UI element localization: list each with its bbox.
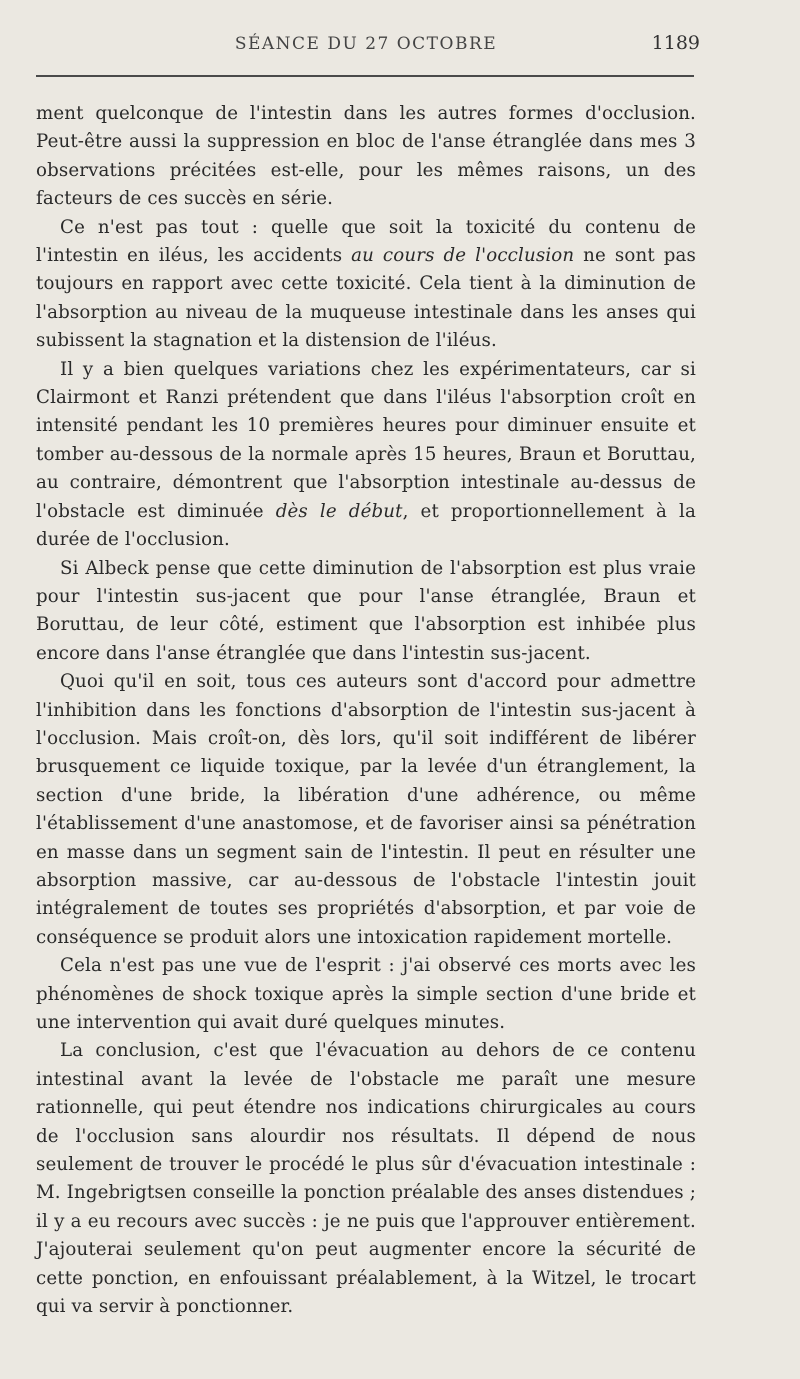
paragraph-text: La conclusion, c'est que l'évacuation au dehors de ce contenu intestinal avant la levée de l'obstacle me paraît une mesure rationnelle, qui peut étendre nos indications chirurgicales au cours de l'occlusion sans alourdir nos résultats. Il dépend de nous seulement de trouver le procédé le plus sûr d'évacuation intestinale : M. Ingebrigtsen conseille la ponction préalable des anses distendues ; il y a eu recours avec succès : je ne puis que l'approuver entièrement. J'ajouterai seulement qu'on peut augmenter encore la sécurité de cette ponction, en enfouissant préalablement, à la Witzel, le trocart qui va servir à ponctionner. [36, 1040, 696, 1318]
paragraph-text: Cela n'est pas une vue de l'esprit : j'ai observé ces morts avec les phénomènes de shock toxique après la simple section d'une bride et une intervention qui avait duré quelques minutes. [36, 955, 696, 1033]
paragraph [36, 555, 696, 669]
body-text [36, 100, 696, 1321]
paragraph [36, 668, 696, 952]
page-header [36, 32, 700, 62]
paragraph-text: Il y a bien quelques variations chez les expérimentateurs, car si Clairmont et Ranzi prétendent que dans l'iléus l'absorption croît en intensité pendant les 10 premières heures pour diminuer ensuite et tomber au-dessous de la normale après 15 heures, Braun et Boruttau, au contraire, démontrent que l'absorption intestinale au-dessus de l'obstacle est diminuée [36, 358, 696, 522]
paragraph-text: ne sont pas toujours en rapport avec cette toxicité. Cela tient à la diminution de l'absorption au niveau de la muqueuse intestinale dans les anses qui subissent la stagnation et la distension de l'iléus. [36, 245, 696, 352]
paragraph-text: Si Albeck pense que cette diminution de l'absorption est plus vraie pour l'intestin sus-jacent que pour l'anse étranglée, Braun et Boruttau, de leur côté, estiment que l'absorption est inhibée plus encore dans l'anse étranglée que dans l'intestin sus-jacent. [36, 557, 696, 664]
paragraph [36, 100, 696, 214]
emphasis-text: dès le début [275, 500, 403, 522]
paragraph [36, 1037, 696, 1321]
emphasis-text: au cours de l'occlusion [351, 245, 575, 267]
paragraph-text: Quoi qu'il en soit, tous ces auteurs sont d'accord pour admettre l'inhibition dans les fonctions d'absorption de l'intestin sus-jacent à l'occlusion. Mais croît-on, dès lors, qu'il soit indifférent de libérer brusquement ce liquide toxique, par la levée d'un étranglement, la section d'une bride, la libération d'une adhérence, ou même l'établissement d'une anastomose, et de favoriser ainsi sa pénétration en masse dans un segment sain de l'intestin. Il peut en résulter une absorption massive, car au-dessous de l'obstacle l'intestin jouit intégralement de toutes ses propriétés d'absorption, et par voie de conséquence se produit alors une intoxication rapidement mortelle. [36, 671, 696, 948]
header-rule [36, 75, 694, 77]
paragraph-text: ment quelconque de l'intestin dans les autres formes d'occlusion. Peut-être aussi la suppression en bloc de l'anse étranglée dans mes 3 observations précitées est-elle, pour les mêmes raisons, un des facteurs de ces succès en série. [36, 103, 696, 210]
paragraph-text: , et proportionnellement à la durée de l'occlusion. [36, 500, 696, 551]
paragraph-text: Ce n'est pas tout : quelle que soit la toxicité du contenu de l'intestin en iléus, les accidents [36, 216, 696, 267]
paragraph [36, 952, 696, 1037]
paragraph [36, 356, 696, 555]
running-title: SÉANCE DU 27 OCTOBRE [234, 34, 498, 54]
paragraph [36, 214, 696, 356]
page-number: 1189 [651, 32, 700, 54]
